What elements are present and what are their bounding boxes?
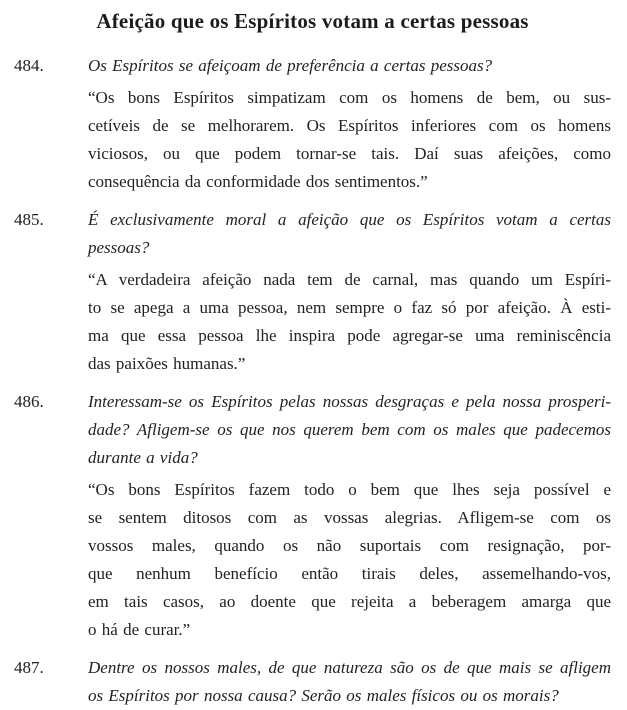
- qa-item: [14, 388, 611, 644]
- answer-line: das paixões humanas.”: [88, 354, 246, 373]
- qa-item: [14, 52, 611, 196]
- question-text: [88, 388, 611, 472]
- answer-line: “Os bons Espíritos simpatizam com os homens de bem, ou sus-: [88, 88, 611, 107]
- answer-text: [88, 266, 611, 378]
- qa-body: [88, 206, 611, 378]
- answer-line: to se apega a uma pessoa, nem sempre o faz só por afeição. À esti-: [88, 298, 611, 317]
- answer-line: cetíveis de se melhorarem. Os Espíritos inferiores com os homens: [88, 116, 611, 135]
- question-line: durante a vida?: [88, 448, 198, 467]
- answer-line: vossos males, quando os não suportais com resignação, por-: [88, 536, 611, 555]
- qa-body: [88, 654, 611, 710]
- question-line: É exclusivamente moral a afeição que os Espíritos votam a certas pessoas?: [88, 210, 611, 257]
- qa-item: [14, 206, 611, 378]
- answer-line: ma que essa pessoa lhe inspira pode agregar-se uma reminiscência: [88, 326, 611, 345]
- qa-item: [14, 654, 611, 710]
- question-number: 484.: [14, 56, 44, 75]
- answer-line: em tais casos, ao doente que rejeita a beberagem amarga que: [88, 592, 611, 611]
- question-text: [88, 654, 611, 710]
- answer-line: “A verdadeira afeição nada tem de carnal, mas quando um Espíri-: [88, 270, 611, 289]
- section-title: Afeição que os Espíritos votam a certas pessoas: [96, 9, 529, 33]
- question-text: [88, 206, 611, 262]
- qa-body: [88, 52, 611, 196]
- answer-line: “Os bons Espíritos fazem todo o bem que lhes seja possível e: [88, 480, 611, 499]
- qa-list: [14, 52, 611, 710]
- question-line: Os Espíritos se afeiçoam de preferência a certas pessoas?: [88, 56, 493, 75]
- question-number: 487.: [14, 658, 44, 677]
- question-line: Interessam-se os Espíritos pelas nossas desgraças e pela nossa prosperi-: [88, 392, 611, 411]
- question-text: [88, 52, 611, 80]
- question-number: 486.: [14, 392, 44, 411]
- question-line: os Espíritos por nossa causa? Serão os males físicos ou os morais?: [88, 686, 559, 705]
- answer-line: se sentem ditosos com as vossas alegrias. Afligem-se com os: [88, 508, 611, 527]
- answer-line: que nenhum benefício então tirais deles, assemelhando-vos,: [88, 564, 611, 583]
- question-line: dade? Afligem-se os que nos querem bem com os males que padecemos: [88, 420, 611, 439]
- answer-line: o há de curar.”: [88, 620, 191, 639]
- question-line: Dentre os nossos males, de que natureza são os de que mais se afligem: [88, 658, 611, 677]
- question-number: 485.: [14, 210, 44, 229]
- answer-line: consequência da conformidade dos sentimentos.”: [88, 172, 428, 191]
- qa-body: [88, 388, 611, 644]
- answer-text: [88, 84, 611, 196]
- answer-text: [88, 476, 611, 644]
- answer-line: viciosos, ou que podem tornar-se tais. Daí suas afeições, como: [88, 144, 611, 163]
